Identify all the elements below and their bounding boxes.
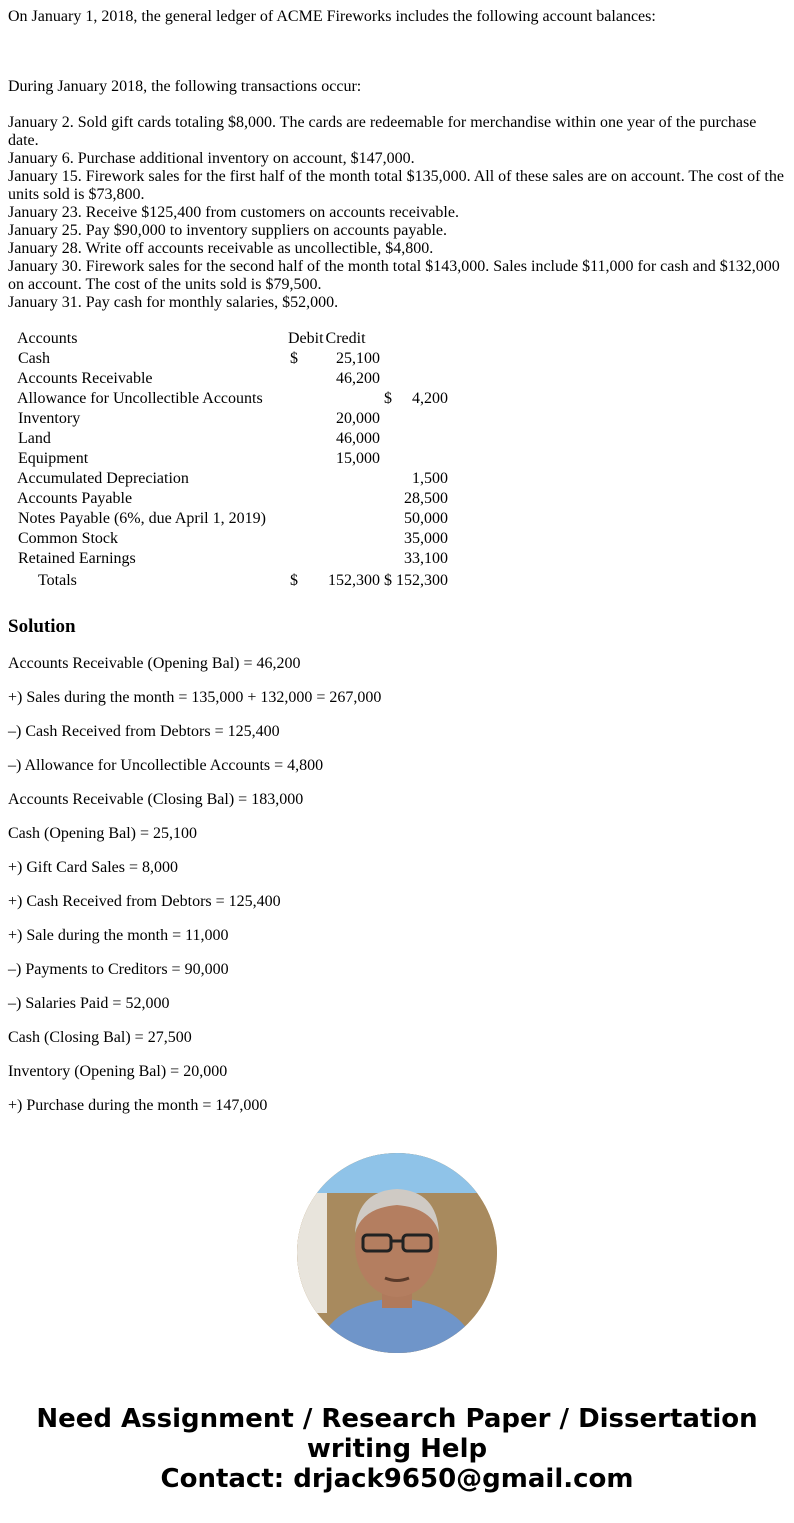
solution-heading: Solution — [8, 616, 76, 637]
footer-contact: Contact: drjack9650@gmail.com — [160, 1464, 634, 1494]
debit-dollar-sign: $ — [290, 350, 298, 367]
transaction-item: January 31. Pay cash for monthly salaries, $52,000. — [8, 294, 339, 311]
credit-amount: 1,500 — [412, 470, 448, 487]
account-name: Accounts Receivable — [17, 370, 153, 387]
credit-dollar-sign: $ — [384, 390, 392, 407]
debit-dollar-sign — [288, 509, 326, 529]
account-name: Cash — [18, 350, 50, 367]
ledger-row — [15, 489, 450, 509]
ledger-totals-row — [15, 569, 450, 593]
footer-help-text: Need Assignment / Research Paper / Dissertation writing Help — [36, 1404, 758, 1464]
debit-amount: 15,000 — [336, 450, 380, 467]
ledger-row — [15, 449, 450, 469]
ledger-row — [15, 429, 450, 449]
credit-amount — [394, 409, 450, 429]
header-credit: Credit — [325, 330, 366, 347]
transactions-list — [8, 114, 788, 312]
account-name: Accumulated Depreciation — [17, 470, 189, 487]
solution-line: Cash (Closing Bal) = 27,500 — [8, 1029, 192, 1046]
debit-dollar-sign — [288, 389, 326, 409]
ledger-row — [15, 389, 450, 409]
ledger-row — [15, 409, 450, 429]
account-name: Allowance for Uncollectible Accounts — [17, 390, 263, 407]
transaction-item: January 23. Receive $125,400 from customers on accounts receivable. — [8, 204, 459, 221]
credit-dollar-sign — [382, 529, 394, 549]
solution-line: Accounts Receivable (Opening Bal) = 46,200 — [8, 655, 301, 672]
credit-amount — [394, 449, 450, 469]
credit-dollar-sign: $ — [384, 572, 392, 589]
debit-amount: 46,000 — [336, 430, 380, 447]
account-name: Land — [18, 430, 51, 447]
ledger-row — [15, 469, 450, 489]
ledger-row — [15, 349, 450, 369]
credit-dollar-sign — [382, 549, 394, 569]
ledger-row — [15, 529, 450, 549]
solution-line: Accounts Receivable (Closing Bal) = 183,000 — [8, 791, 304, 808]
author-photo — [297, 1153, 497, 1353]
debit-dollar-sign — [288, 449, 326, 469]
solution-line: –) Allowance for Uncollectible Accounts = 4,800 — [8, 757, 324, 774]
solution-line: –) Salaries Paid = 52,000 — [8, 995, 170, 1012]
credit-amount — [394, 349, 450, 369]
solution-line: +) Cash Received from Debtors = 125,400 — [8, 893, 281, 910]
debit-dollar-sign — [288, 489, 326, 509]
credit-dollar-sign — [382, 449, 394, 469]
debit-dollar-sign — [288, 549, 326, 569]
solution-line: +) Sales during the month = 135,000 + 132,000 = 267,000 — [8, 689, 382, 706]
credit-dollar-sign — [382, 409, 394, 429]
credit-dollar-sign — [382, 509, 394, 529]
debit-amount — [326, 529, 382, 549]
transaction-item: January 25. Pay $90,000 to inventory suppliers on accounts payable. — [8, 222, 448, 239]
credit-amount — [394, 369, 450, 389]
header-accounts: Accounts — [17, 330, 78, 347]
debit-dollar-sign — [288, 469, 326, 489]
account-name: Equipment — [18, 450, 89, 467]
person-portrait-icon — [297, 1153, 497, 1353]
solution-line: Inventory (Opening Bal) = 20,000 — [8, 1063, 228, 1080]
transaction-item: January 6. Purchase additional inventory on account, $147,000. — [8, 150, 415, 167]
account-name: Notes Payable (6%, due April 1, 2019) — [18, 510, 266, 527]
debit-amount — [326, 389, 382, 409]
ledger-table — [15, 329, 450, 593]
ledger-header-row — [15, 329, 450, 349]
debit-amount: 25,100 — [336, 350, 380, 367]
intro-text: On January 1, 2018, the general ledger of ACME Fireworks includes the following account balances: — [8, 8, 656, 25]
solution-line: –) Cash Received from Debtors = 125,400 — [8, 723, 280, 740]
debit-amount: 20,000 — [336, 410, 380, 427]
credit-amount: 35,000 — [404, 530, 448, 547]
header-debit-credit — [288, 329, 382, 349]
credit-amount: 152,300 — [396, 572, 448, 589]
solution-lines — [8, 655, 381, 1131]
credit-amount: 33,100 — [404, 550, 448, 567]
transactions-section — [8, 78, 788, 312]
account-name: Common Stock — [18, 530, 119, 547]
solution-line: –) Payments to Creditors = 90,000 — [8, 961, 229, 978]
credit-amount: 4,200 — [412, 390, 448, 407]
transaction-item: January 30. Firework sales for the second half of the month total $143,000. Sales include $11,000 for cash and $132,000 on account. The cost of the units sold is $79,500. — [8, 258, 780, 293]
ledger-row — [15, 549, 450, 569]
debit-dollar-sign — [288, 529, 326, 549]
credit-dollar-sign — [382, 369, 394, 389]
ledger-row — [15, 509, 450, 529]
debit-amount — [326, 549, 382, 569]
debit-dollar-sign — [288, 409, 326, 429]
account-name: Retained Earnings — [18, 550, 136, 567]
header-debit: Debit — [288, 330, 324, 347]
solution-line: +) Purchase during the month = 147,000 — [8, 1097, 268, 1114]
transaction-item: January 15. Firework sales for the first half of the month total $135,000. All of these sales are on account. The cost of the units sold is $73,800. — [8, 168, 784, 203]
account-name: Accounts Payable — [17, 490, 133, 507]
debit-dollar-sign — [288, 429, 326, 449]
credit-amount — [394, 429, 450, 449]
debit-amount — [326, 509, 382, 529]
debit-dollar-sign: $ — [290, 572, 298, 589]
credit-dollar-sign — [382, 429, 394, 449]
credit-dollar-sign — [382, 349, 394, 369]
credit-dollar-sign — [382, 469, 394, 489]
footer-banner — [0, 1404, 794, 1494]
transaction-item: January 2. Sold gift cards totaling $8,000. The cards are redeemable for merchandise within one year of the purchase date. — [8, 114, 757, 149]
debit-amount: 46,200 — [336, 370, 380, 387]
debit-dollar-sign — [288, 369, 326, 389]
ledger-row — [15, 369, 450, 389]
transactions-heading: During January 2018, the following transactions occur: — [8, 78, 362, 95]
solution-line: +) Sale during the month = 11,000 — [8, 927, 229, 944]
credit-dollar-sign — [382, 489, 394, 509]
debit-amount — [326, 489, 382, 509]
credit-amount: 28,500 — [404, 490, 448, 507]
account-name: Inventory — [18, 410, 81, 427]
solution-line: +) Gift Card Sales = 8,000 — [8, 859, 179, 876]
credit-amount: 50,000 — [404, 510, 448, 527]
transaction-item: January 28. Write off accounts receivable as uncollectible, $4,800. — [8, 240, 434, 257]
debit-amount: 152,300 — [328, 572, 380, 589]
account-name: Totals — [38, 572, 77, 589]
debit-amount — [326, 469, 382, 489]
solution-line: Cash (Opening Bal) = 25,100 — [8, 825, 197, 842]
